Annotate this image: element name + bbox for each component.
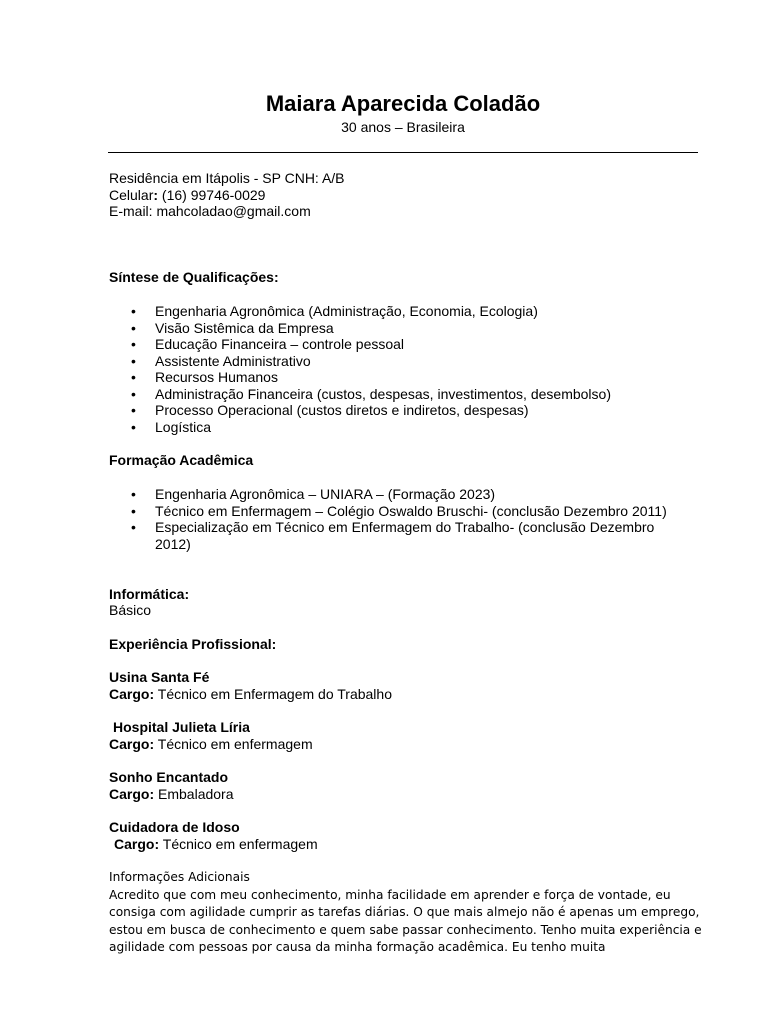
job-role-line xyxy=(114,836,318,853)
phone-colon: : xyxy=(153,186,159,203)
cargo-label: Cargo: xyxy=(114,835,160,852)
list-item: • Logística xyxy=(131,418,212,435)
resume-header xyxy=(0,91,768,135)
header-divider xyxy=(108,152,698,153)
residence-line: Residência em Itápolis - SP CNH: A/B xyxy=(109,170,345,186)
bullet-icon: • xyxy=(131,486,136,502)
qualifications-heading: Síntese de Qualificações: xyxy=(109,269,279,285)
additional-info-heading: Informações Adicionais xyxy=(109,870,250,884)
bullet-icon: • xyxy=(131,352,136,369)
education-list xyxy=(109,486,685,552)
job-entry xyxy=(109,669,392,702)
bullet-icon: • xyxy=(131,303,136,319)
bullet-icon: • xyxy=(131,418,136,435)
email-line: E-mail: mahcoladao@gmail.com xyxy=(109,203,311,219)
job-role: Embaladora xyxy=(154,785,234,802)
education-heading: Formação Acadêmica xyxy=(109,452,254,468)
additional-info xyxy=(109,869,709,957)
list-item: • Assistente Administrativo xyxy=(131,352,311,369)
candidate-name: Maiara Aparecida Coladão xyxy=(265,91,541,116)
contact-info xyxy=(109,170,345,220)
cargo-label: Cargo: xyxy=(109,735,155,752)
additional-info-text: Acredito que com meu conhecimento, minha facilidade em aprender e força de vontade, eu consiga com agilidade cumprir as tarefas diárias. O que mais almejo não é apenas um emprego, estou em busca de conhecimento e quem sabe passar conhecimento. Tenho muita experiência e agilidade com pessoas por causa da minha formação acadêmica. Eu tenho muita xyxy=(109,887,702,954)
job-company: Cuidadora de Idoso xyxy=(109,819,240,835)
cargo-label: Cargo: xyxy=(109,685,155,702)
job-company: Sonho Encantado xyxy=(109,769,228,785)
bullet-icon: • xyxy=(131,319,136,336)
list-item: • Engenharia Agronômica – UNIARA – (Formação 2023) xyxy=(131,486,496,502)
job-role: Técnico em enfermagem xyxy=(154,735,313,752)
job-role-line xyxy=(109,786,234,803)
list-item: • Técnico em Enfermagem – Colégio Oswaldo Bruschi- (conclusão Dezembro 2011) xyxy=(131,502,667,519)
job-company: Hospital Julieta Líria xyxy=(113,719,250,735)
list-item: • Recursos Humanos xyxy=(131,369,278,385)
qualifications-list xyxy=(109,303,685,435)
computing-level: Básico xyxy=(109,602,152,618)
job-role-line xyxy=(109,736,313,753)
job-role: Técnico em enfermagem xyxy=(159,835,318,852)
job-role-line xyxy=(109,686,392,703)
job-entry xyxy=(109,719,313,752)
bullet-icon: • xyxy=(131,502,136,519)
list-item: • Especialização em Técnico em Enfermagem do Trabalho- (conclusão Dezembro 2012) xyxy=(131,519,655,552)
bullet-icon: • xyxy=(131,402,136,418)
list-item: • Engenharia Agronômica (Administração, Economia, Ecologia) xyxy=(131,303,538,319)
experience-heading: Experiência Profissional: xyxy=(109,636,277,652)
candidate-age-nationality: 30 anos – Brasileira xyxy=(341,119,465,135)
cargo-label: Cargo: xyxy=(109,785,155,802)
list-item: • Administração Financeira (custos, despesas, investimentos, desembolso) xyxy=(131,385,611,402)
bullet-icon: • xyxy=(131,369,136,385)
list-item: • Visão Sistêmica da Empresa xyxy=(131,319,334,336)
bullet-icon: • xyxy=(131,519,136,535)
phone-line xyxy=(109,187,345,204)
job-role: Técnico em Enfermagem do Trabalho xyxy=(154,685,392,702)
computing-heading: Informática: xyxy=(109,586,190,602)
list-item: • Processo Operacional (custos diretos e indiretos, despesas) xyxy=(131,402,529,418)
bullet-icon: • xyxy=(131,336,136,352)
phone-value: (16) 99746-0029 xyxy=(158,186,266,203)
job-company: Usina Santa Fé xyxy=(109,669,210,685)
phone-label: Celular xyxy=(109,186,154,203)
job-entry xyxy=(109,769,234,802)
bullet-icon: • xyxy=(131,385,136,402)
list-item: • Educação Financeira – controle pessoal xyxy=(131,336,405,352)
job-entry xyxy=(109,819,318,852)
